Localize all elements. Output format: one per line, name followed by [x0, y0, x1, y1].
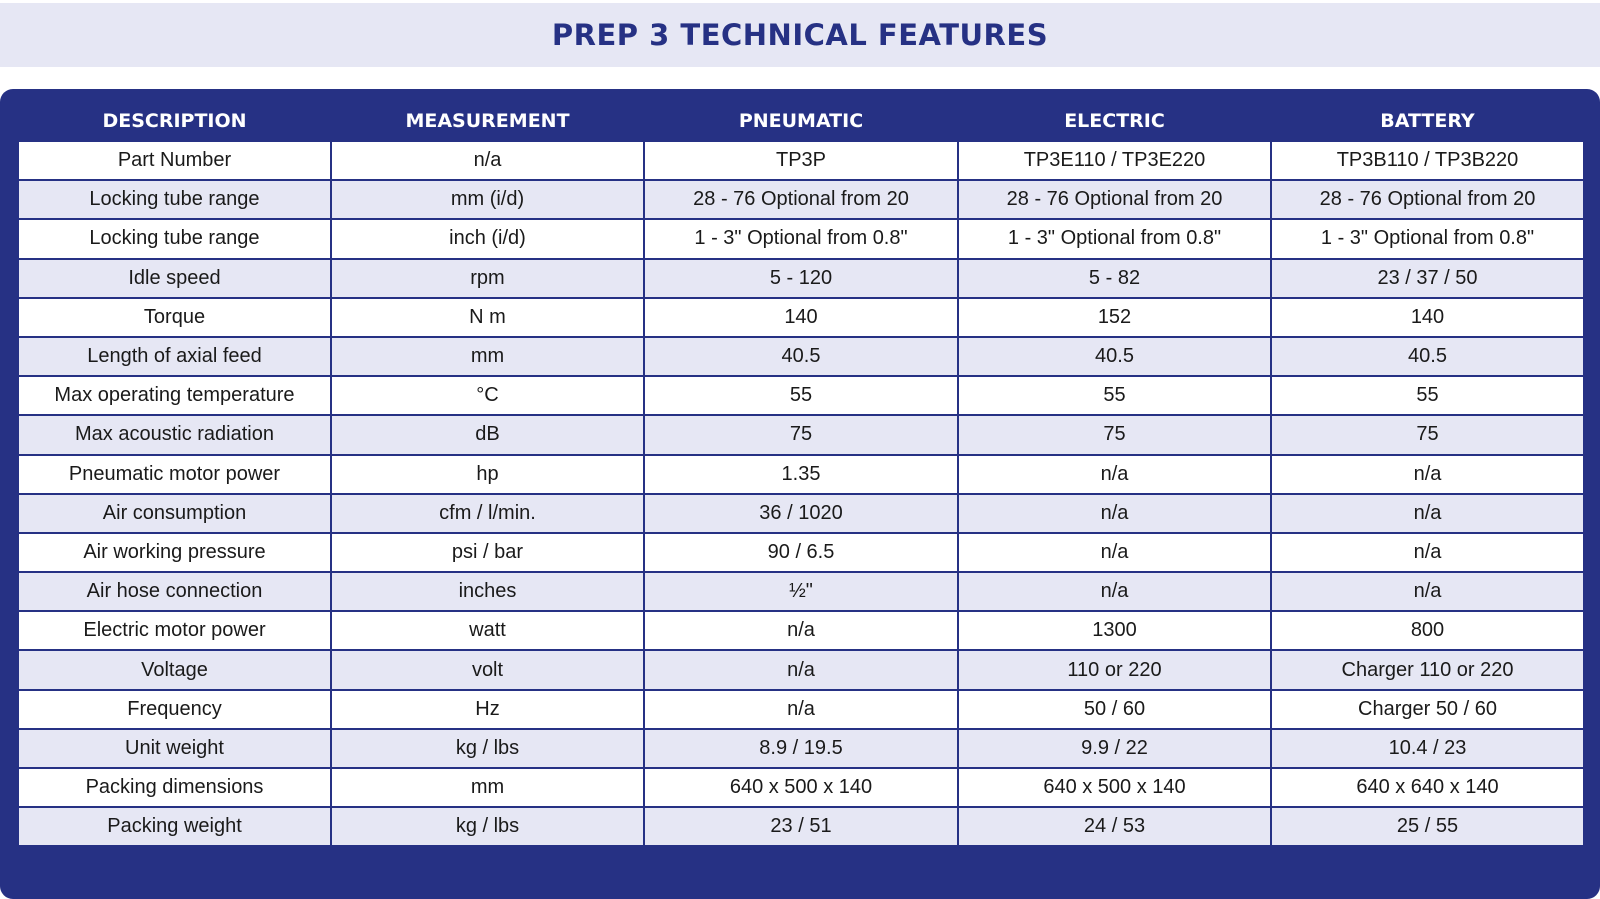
- cell-description: Electric motor power: [18, 611, 331, 650]
- cell-electric: 110 or 220: [958, 650, 1271, 689]
- cell-description: Packing dimensions: [18, 768, 331, 807]
- cell-pneumatic: 8.9 / 19.5: [644, 729, 958, 768]
- cell-description: Frequency: [18, 690, 331, 729]
- cell-measurement: inch (i/d): [331, 219, 644, 258]
- table-row: [18, 690, 1584, 729]
- table-row: [18, 415, 1584, 454]
- cell-measurement: °C: [331, 376, 644, 415]
- cell-electric: 55: [958, 376, 1271, 415]
- cell-pneumatic: 1.35: [644, 455, 958, 494]
- cell-measurement: N m: [331, 298, 644, 337]
- cell-measurement: inches: [331, 572, 644, 611]
- cell-battery: 25 / 55: [1271, 807, 1584, 846]
- cell-description: Voltage: [18, 650, 331, 689]
- cell-description: Pneumatic motor power: [18, 455, 331, 494]
- cell-measurement: hp: [331, 455, 644, 494]
- cell-battery: n/a: [1271, 533, 1584, 572]
- cell-description: Locking tube range: [18, 180, 331, 219]
- cell-pneumatic: TP3P: [644, 141, 958, 180]
- cell-description: Length of axial feed: [18, 337, 331, 376]
- cell-measurement: watt: [331, 611, 644, 650]
- cell-description: Max operating temperature: [18, 376, 331, 415]
- header-measurement: MEASUREMENT: [331, 101, 644, 141]
- table-row: [18, 337, 1584, 376]
- table-row: [18, 494, 1584, 533]
- header-electric: ELECTRIC: [958, 101, 1271, 141]
- cell-electric: 1300: [958, 611, 1271, 650]
- cell-electric: n/a: [958, 455, 1271, 494]
- cell-description: Packing weight: [18, 807, 331, 846]
- cell-battery: 23 / 37 / 50: [1271, 259, 1584, 298]
- table-row: [18, 533, 1584, 572]
- cell-battery: n/a: [1271, 455, 1584, 494]
- cell-electric: 1 - 3" Optional from 0.8": [958, 219, 1271, 258]
- cell-battery: n/a: [1271, 572, 1584, 611]
- cell-pneumatic: 5 - 120: [644, 259, 958, 298]
- cell-pneumatic: 23 / 51: [644, 807, 958, 846]
- cell-electric: 152: [958, 298, 1271, 337]
- cell-battery: 640 x 640 x 140: [1271, 768, 1584, 807]
- cell-measurement: cfm / l/min.: [331, 494, 644, 533]
- cell-electric: TP3E110 / TP3E220: [958, 141, 1271, 180]
- table-row: [18, 141, 1584, 180]
- cell-battery: Charger 50 / 60: [1271, 690, 1584, 729]
- cell-battery: 28 - 76 Optional from 20: [1271, 180, 1584, 219]
- table-header-row: [18, 101, 1584, 141]
- table-row: [18, 259, 1584, 298]
- cell-battery: 800: [1271, 611, 1584, 650]
- cell-battery: 55: [1271, 376, 1584, 415]
- cell-electric: 50 / 60: [958, 690, 1271, 729]
- cell-battery: n/a: [1271, 494, 1584, 533]
- cell-description: Air working pressure: [18, 533, 331, 572]
- cell-pneumatic: 55: [644, 376, 958, 415]
- cell-measurement: rpm: [331, 259, 644, 298]
- cell-pneumatic: 1 - 3" Optional from 0.8": [644, 219, 958, 258]
- cell-measurement: kg / lbs: [331, 729, 644, 768]
- spec-table-frame: [0, 89, 1600, 899]
- cell-description: Locking tube range: [18, 219, 331, 258]
- cell-description: Air hose connection: [18, 572, 331, 611]
- cell-pneumatic: n/a: [644, 611, 958, 650]
- table-row: [18, 180, 1584, 219]
- table-row: [18, 729, 1584, 768]
- cell-measurement: n/a: [331, 141, 644, 180]
- cell-battery: 40.5: [1271, 337, 1584, 376]
- cell-electric: 5 - 82: [958, 259, 1271, 298]
- cell-pneumatic: n/a: [644, 650, 958, 689]
- table-row: [18, 807, 1584, 846]
- table-row: [18, 298, 1584, 337]
- table-row: [18, 611, 1584, 650]
- cell-pneumatic: 36 / 1020: [644, 494, 958, 533]
- cell-electric: n/a: [958, 533, 1271, 572]
- cell-description: Max acoustic radiation: [18, 415, 331, 454]
- cell-battery: 1 - 3" Optional from 0.8": [1271, 219, 1584, 258]
- cell-pneumatic: 40.5: [644, 337, 958, 376]
- cell-description: Idle speed: [18, 259, 331, 298]
- cell-battery: Charger 110 or 220: [1271, 650, 1584, 689]
- page-title: PREP 3 TECHNICAL FEATURES: [551, 18, 1049, 52]
- table-row: [18, 572, 1584, 611]
- header-pneumatic: PNEUMATIC: [644, 101, 958, 141]
- header-battery: BATTERY: [1271, 101, 1584, 141]
- cell-measurement: Hz: [331, 690, 644, 729]
- table-row: [18, 376, 1584, 415]
- cell-measurement: mm: [331, 768, 644, 807]
- cell-description: Unit weight: [18, 729, 331, 768]
- title-banner: [0, 3, 1600, 67]
- cell-electric: 75: [958, 415, 1271, 454]
- header-description: DESCRIPTION: [18, 101, 331, 141]
- cell-measurement: mm: [331, 337, 644, 376]
- cell-measurement: kg / lbs: [331, 807, 644, 846]
- cell-measurement: psi / bar: [331, 533, 644, 572]
- cell-battery: TP3B110 / TP3B220: [1271, 141, 1584, 180]
- table-row: [18, 650, 1584, 689]
- cell-battery: 75: [1271, 415, 1584, 454]
- table-body: [18, 141, 1584, 846]
- cell-description: Part Number: [18, 141, 331, 180]
- cell-pneumatic: 75: [644, 415, 958, 454]
- cell-pneumatic: 140: [644, 298, 958, 337]
- cell-measurement: volt: [331, 650, 644, 689]
- cell-electric: 28 - 76 Optional from 20: [958, 180, 1271, 219]
- cell-measurement: mm (i/d): [331, 180, 644, 219]
- cell-electric: 24 / 53: [958, 807, 1271, 846]
- cell-battery: 10.4 / 23: [1271, 729, 1584, 768]
- cell-description: Torque: [18, 298, 331, 337]
- table-row: [18, 768, 1584, 807]
- cell-pneumatic: 28 - 76 Optional from 20: [644, 180, 958, 219]
- cell-pneumatic: 90 / 6.5: [644, 533, 958, 572]
- cell-electric: n/a: [958, 494, 1271, 533]
- cell-description: Air consumption: [18, 494, 331, 533]
- cell-electric: 40.5: [958, 337, 1271, 376]
- table-row: [18, 455, 1584, 494]
- cell-measurement: dB: [331, 415, 644, 454]
- cell-pneumatic: n/a: [644, 690, 958, 729]
- cell-electric: n/a: [958, 572, 1271, 611]
- spec-table: [17, 101, 1585, 847]
- cell-battery: 140: [1271, 298, 1584, 337]
- table-row: [18, 219, 1584, 258]
- cell-pneumatic: 640 x 500 x 140: [644, 768, 958, 807]
- cell-electric: 640 x 500 x 140: [958, 768, 1271, 807]
- cell-electric: 9.9 / 22: [958, 729, 1271, 768]
- cell-pneumatic: ½": [644, 572, 958, 611]
